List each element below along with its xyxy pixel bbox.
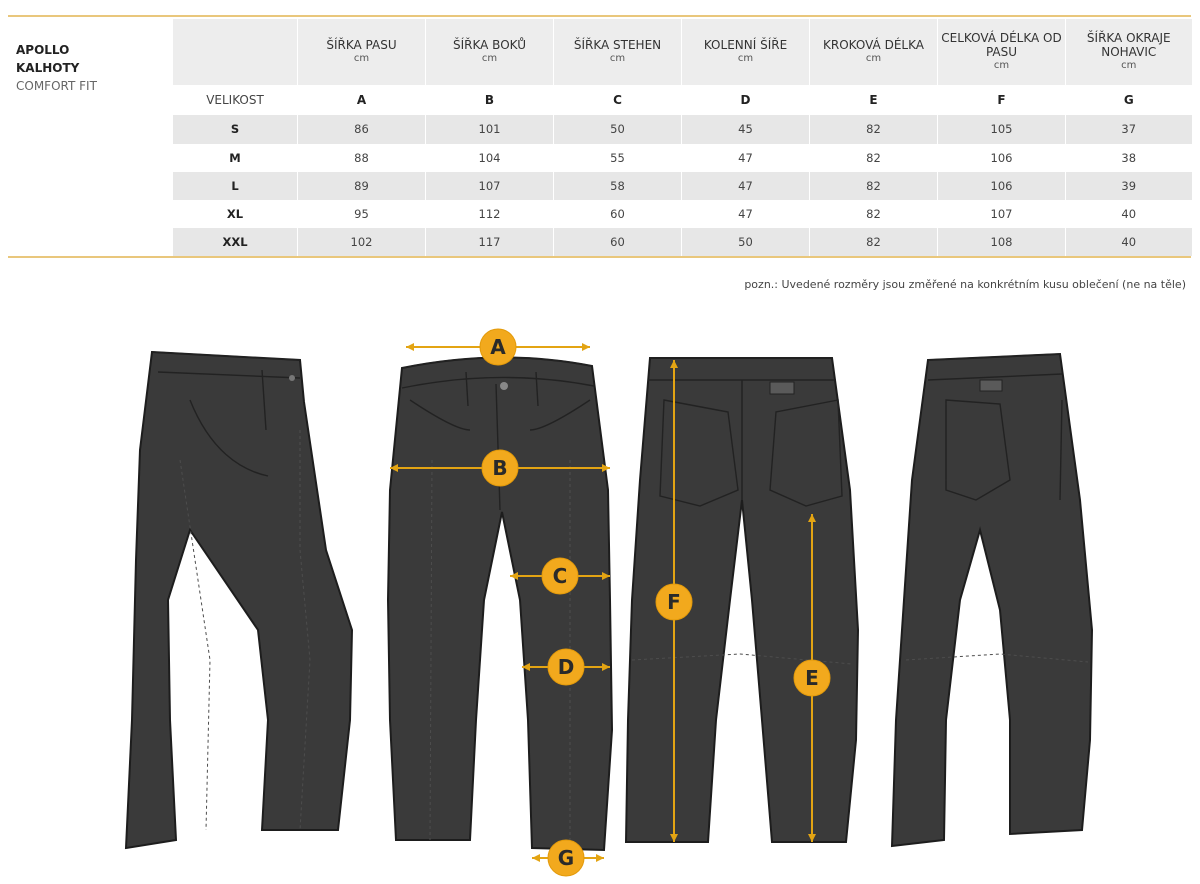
unit-label: cm: [481, 53, 498, 65]
marker-g: [548, 840, 584, 876]
header-total-length: [938, 19, 1066, 85]
product-brand: APOLLO: [16, 43, 70, 57]
pants-front-view: [388, 357, 612, 850]
column-letter: D: [682, 85, 810, 115]
value-cell: 89: [298, 172, 426, 200]
header-label: KROKOVÁ DÉLKA: [823, 38, 924, 53]
svg-text:D: D: [557, 655, 575, 679]
value-cell: 95: [298, 200, 426, 228]
top-rule: [8, 15, 1191, 17]
unit-label: cm: [609, 53, 626, 65]
value-cell: 112: [426, 200, 554, 228]
header-hem: [1066, 19, 1192, 85]
value-cell: 101: [426, 115, 554, 143]
value-cell: 39: [1066, 172, 1192, 200]
value-cell: 82: [810, 115, 938, 143]
header-knee: [682, 19, 810, 85]
header-label: CELKOVÁ DÉLKA OD PASU: [941, 31, 1062, 60]
size-label: VELIKOST: [173, 85, 298, 115]
value-cell: 50: [554, 115, 682, 143]
svg-text:B: B: [492, 456, 508, 480]
measurement-note: pozn.: Uvedené rozměry jsou změřené na konkrétním kusu oblečení (ne na těle): [744, 278, 1186, 291]
unit-label: cm: [737, 53, 754, 65]
marker-e: [794, 660, 830, 696]
value-cell: 82: [810, 172, 938, 200]
value-cell: 105: [938, 115, 1066, 143]
table-row: [173, 172, 1192, 200]
header-row: [173, 19, 1192, 85]
value-cell: 102: [298, 228, 426, 256]
pants-back-angle-view: [892, 354, 1092, 846]
value-cell: 107: [426, 172, 554, 200]
svg-text:C: C: [552, 564, 568, 588]
unit-label: cm: [1121, 60, 1137, 72]
letter-row: [173, 85, 1192, 115]
value-cell: 45: [682, 115, 810, 143]
marker-c: [542, 558, 578, 594]
bottom-rule: [8, 256, 1191, 258]
header-label: ŠÍŘKA PASU: [326, 38, 397, 53]
value-cell: 60: [554, 228, 682, 256]
value-cell: 82: [810, 228, 938, 256]
value-cell: 82: [810, 144, 938, 172]
column-letter: A: [298, 85, 426, 115]
column-letter: F: [938, 85, 1066, 115]
column-letter: C: [554, 85, 682, 115]
column-letter: E: [810, 85, 938, 115]
value-cell: 104: [426, 144, 554, 172]
header-hips: [426, 19, 554, 85]
value-cell: 88: [298, 144, 426, 172]
size-cell: S: [173, 115, 298, 143]
value-cell: 38: [1066, 144, 1192, 172]
header-label: ŠÍŘKA BOKŮ: [453, 38, 526, 53]
header-thigh: [554, 19, 682, 85]
value-cell: 86: [298, 115, 426, 143]
value-cell: 47: [682, 144, 810, 172]
value-cell: 47: [682, 200, 810, 228]
product-type: KALHOTY: [16, 61, 80, 75]
value-cell: 60: [554, 200, 682, 228]
header-blank: [173, 19, 298, 85]
size-cell: XXL: [173, 228, 298, 256]
size-table: [8, 15, 1191, 258]
value-cell: 107: [938, 200, 1066, 228]
marker-b: [482, 450, 518, 486]
header-inseam: [810, 19, 938, 85]
header-label: ŠÍŘKA STEHEN: [573, 38, 662, 53]
marker-f: [656, 584, 692, 620]
svg-text:E: E: [805, 666, 819, 690]
unit-label: cm: [865, 53, 882, 65]
header-waist: [298, 19, 426, 85]
column-letter: G: [1066, 85, 1192, 115]
marker-d: [548, 649, 584, 685]
svg-text:G: G: [557, 846, 575, 870]
value-cell: 82: [810, 200, 938, 228]
product-fit: COMFORT FIT: [16, 79, 97, 93]
unit-label: cm: [353, 53, 370, 65]
table-row: [173, 228, 1192, 256]
pants-side-view: [126, 352, 352, 848]
value-cell: 55: [554, 144, 682, 172]
value-cell: 40: [1066, 200, 1192, 228]
unit-label: cm: [993, 60, 1010, 72]
header-label: ŠÍŘKA OKRAJE NOHAVIC: [1086, 31, 1171, 60]
value-cell: 117: [426, 228, 554, 256]
size-cell: M: [173, 144, 298, 172]
value-cell: 47: [682, 172, 810, 200]
svg-text:A: A: [490, 335, 506, 359]
value-cell: 37: [1066, 115, 1192, 143]
table-row: [173, 115, 1192, 143]
pants-illustration: [0, 300, 1200, 884]
table-row: [173, 200, 1192, 228]
value-cell: 50: [682, 228, 810, 256]
size-cell: L: [173, 172, 298, 200]
value-cell: 40: [1066, 228, 1192, 256]
size-grid: [172, 19, 1192, 256]
table-row: [173, 144, 1192, 172]
header-label: KOLENNÍ ŠÍŘE: [703, 38, 788, 53]
value-cell: 106: [938, 144, 1066, 172]
measure-a: [406, 329, 590, 365]
svg-text:F: F: [667, 590, 681, 614]
marker-a: [480, 329, 516, 365]
value-cell: 106: [938, 172, 1066, 200]
value-cell: 108: [938, 228, 1066, 256]
column-letter: B: [426, 85, 554, 115]
product-label: [16, 41, 97, 95]
size-cell: XL: [173, 200, 298, 228]
value-cell: 58: [554, 172, 682, 200]
